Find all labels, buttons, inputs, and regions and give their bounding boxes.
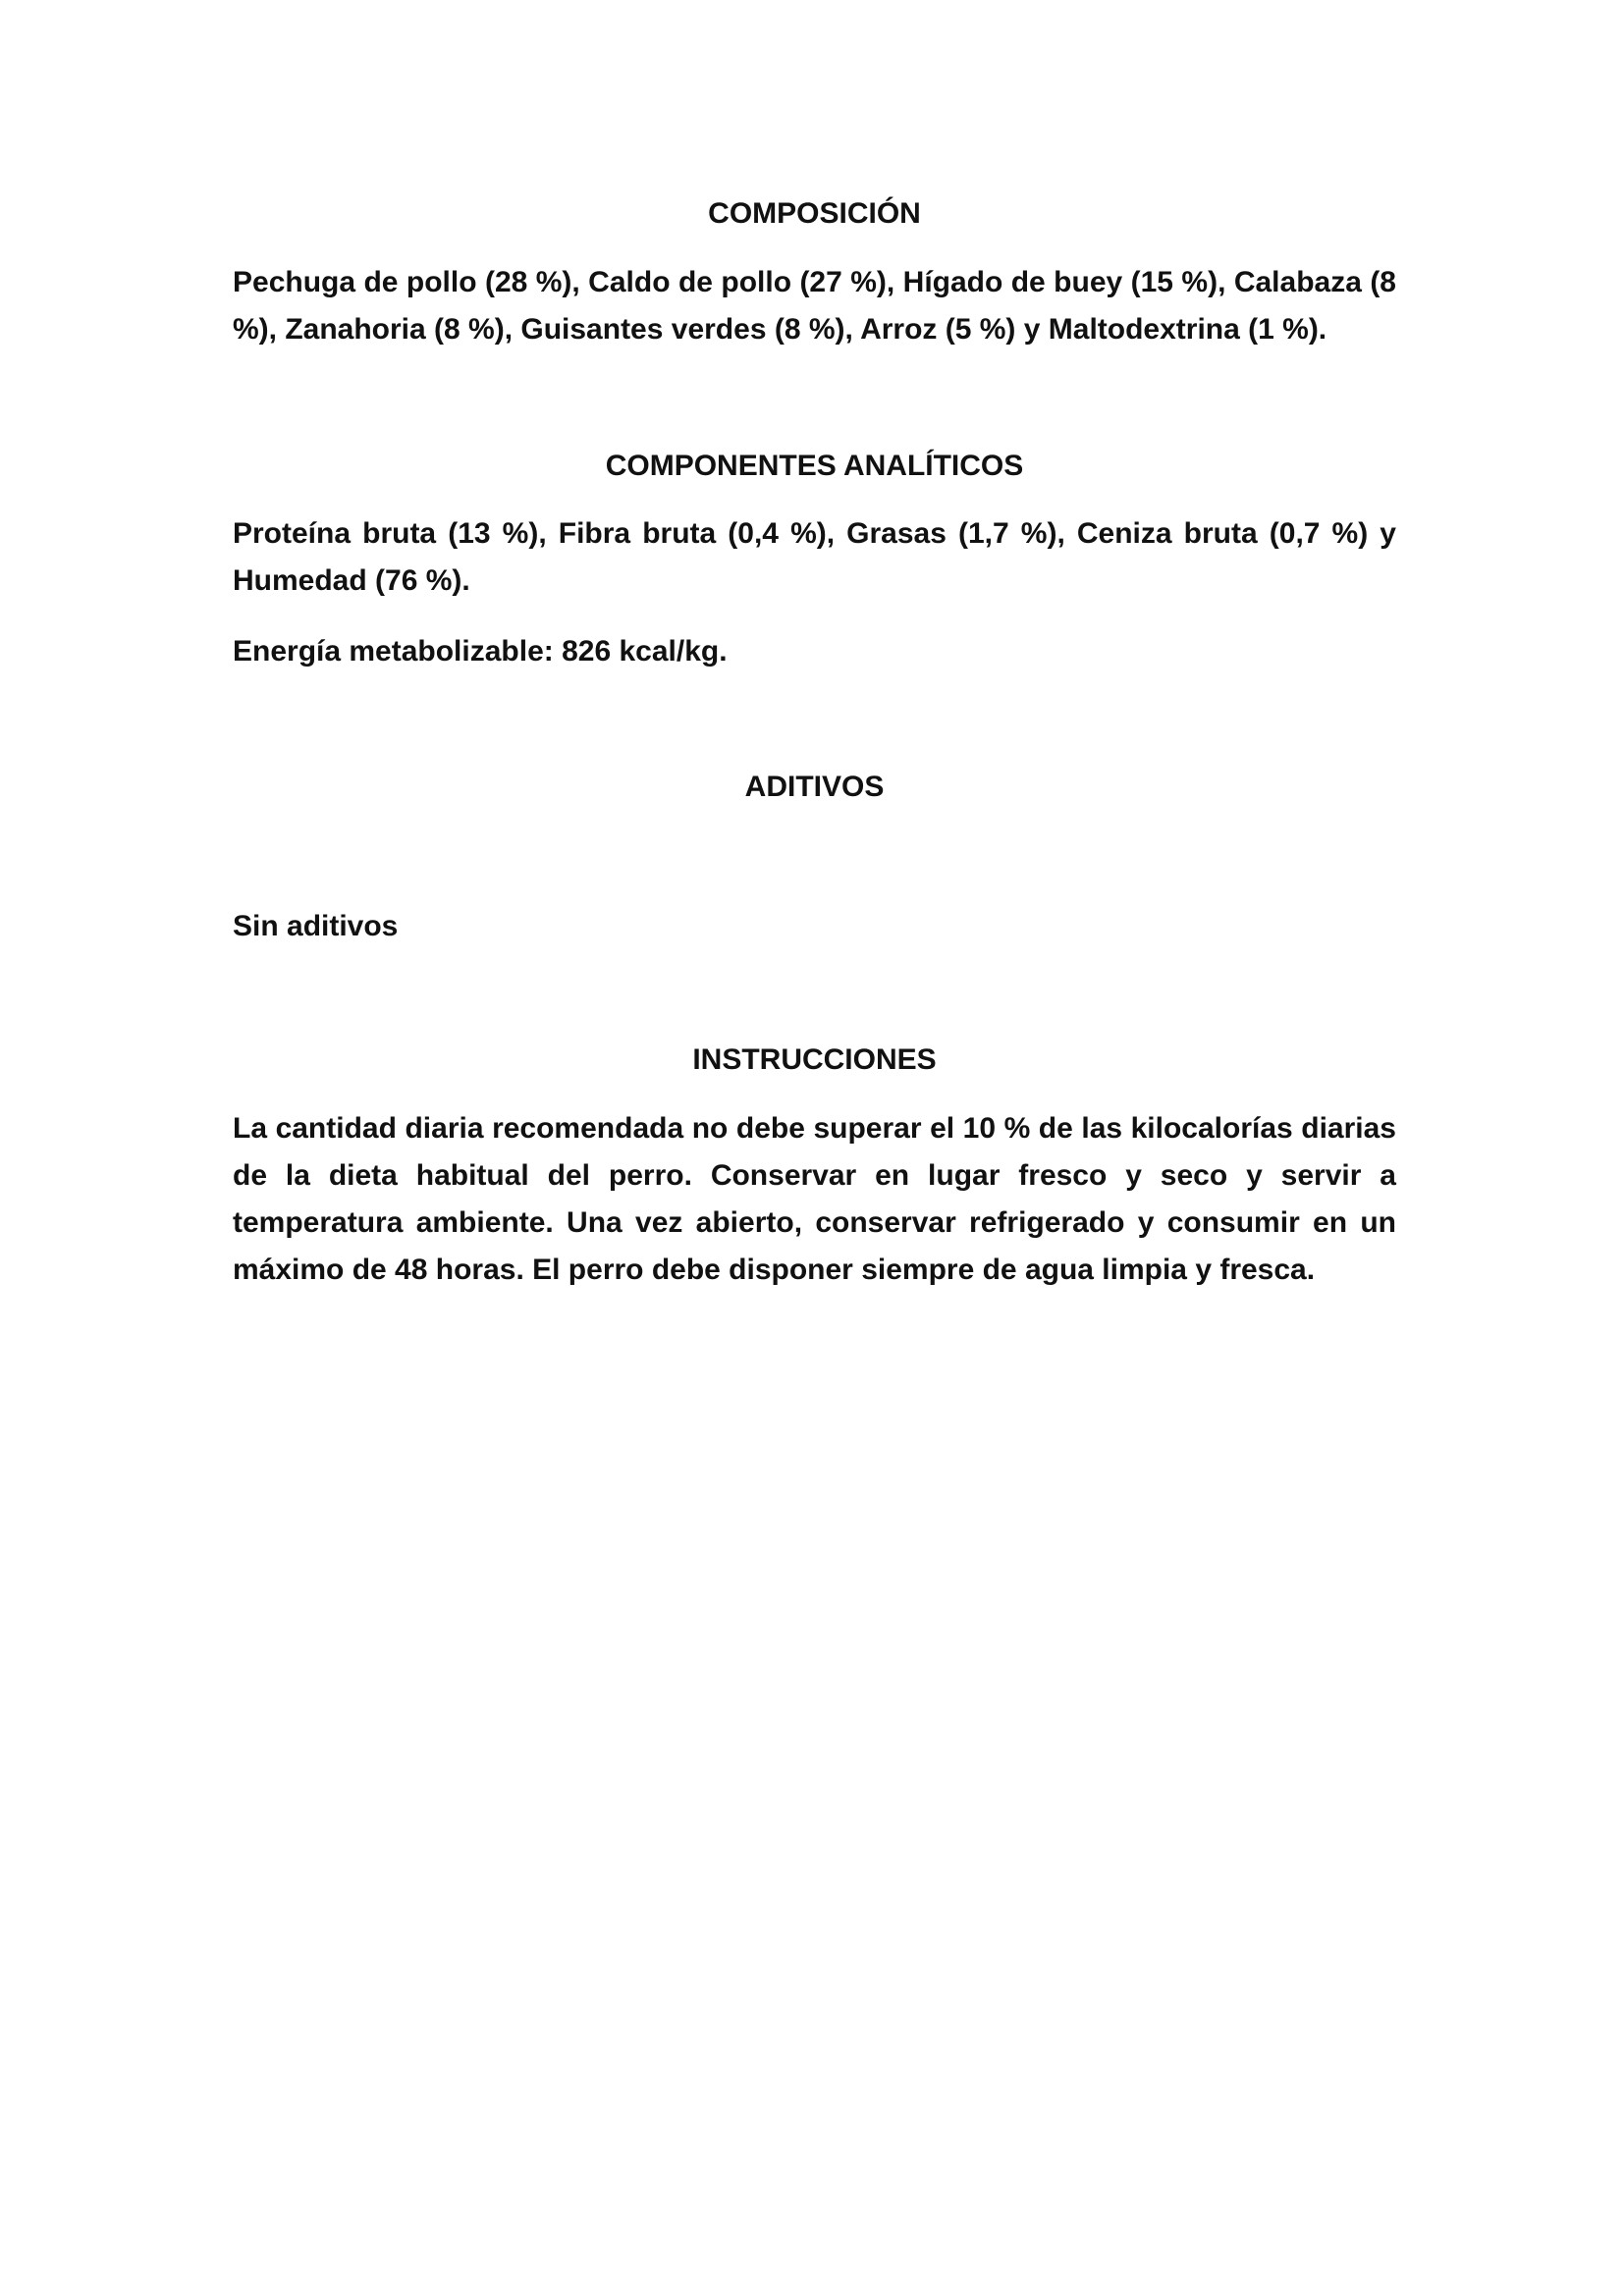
additives-paragraph: Sin aditivos	[233, 910, 399, 942]
metabolizable-energy-paragraph: Energía metabolizable: 826 kcal/kg.	[233, 635, 728, 667]
section-heading-instrucciones: INSTRUCCIONES	[692, 1043, 937, 1076]
analytical-components-paragraph: Proteína bruta (13 %), Fibra bruta (0,4 %), Grasas (1,7 %), Ceniza bruta (0,7 %) y Humedad (76 %).	[233, 517, 1396, 597]
instructions-paragraph: La cantidad diaria recomendada no debe superar el 10 % de las kilocalorías diarias de la dieta habitual del perro. Conservar en lugar fresco y seco y servir a temperatura ambiente. Una vez abierto, conservar refrigerado y consumir en un máximo de 48 horas. El perro debe disponer siempre de agua limpia y fresca.	[233, 1112, 1396, 1286]
composition-paragraph: Pechuga de pollo (28 %), Caldo de pollo (27 %), Hígado de buey (15 %), Calabaza (8 %), Zanahoria (8 %), Guisantes verdes (8 %), Arroz (5 %) y Maltodextrina (1 %).	[233, 266, 1396, 346]
section-heading-aditivos: ADITIVOS	[744, 771, 885, 803]
section-heading-componentes-analiticos: COMPONENTES ANALÍTICOS	[605, 450, 1024, 482]
section-heading-composicion: COMPOSICIÓN	[708, 197, 921, 230]
